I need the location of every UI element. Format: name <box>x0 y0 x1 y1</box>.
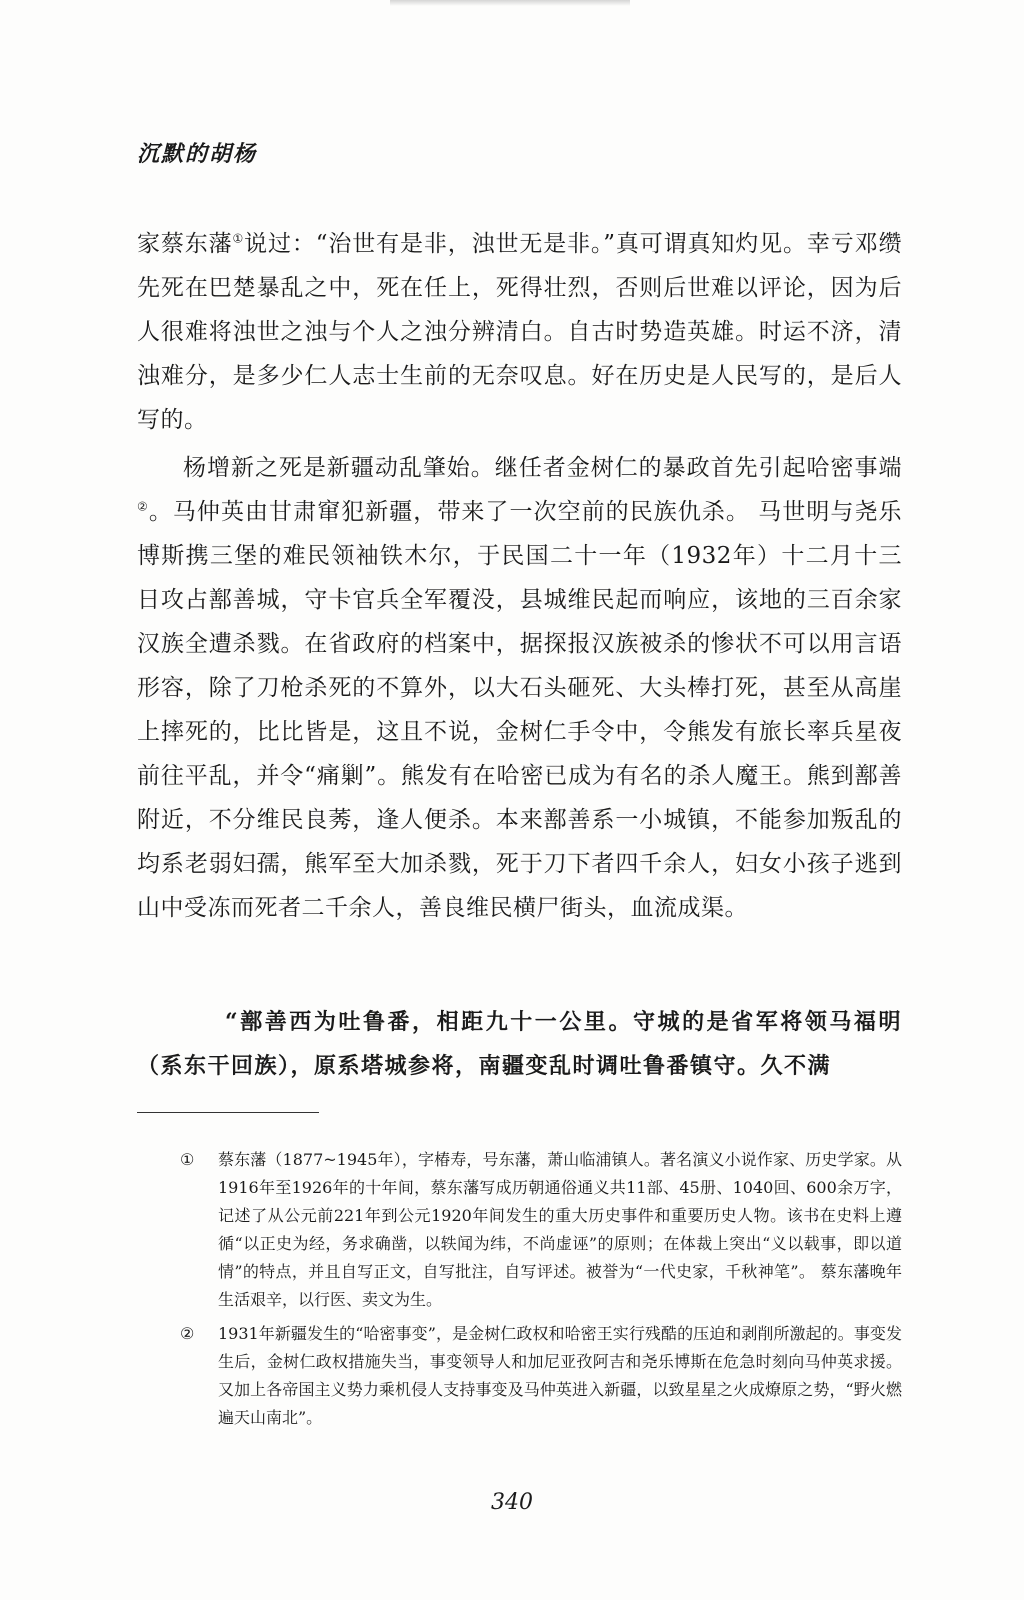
footnote-2-text: 1931年新疆发生的“哈密事变”，是金树仁政权和哈密王实行残酷的压迫和剥削所激起的。事变发生后，金树仁政权措施失当，事变领导人和加尼亚孜阿吉和尧乐博斯在危急时刻向马仲英求援。又加上各帝国主义势力乘机侵人支持事变及马仲英进入新疆，以致星星之火成燎原之势，“野火燃遍天山南北”。 <box>218 1324 902 1427</box>
footnote-2 <box>180 1320 902 1432</box>
footnote-1 <box>180 1146 902 1314</box>
scan-artifact <box>390 0 630 6</box>
block-quote: “鄯善西为吐鲁番，相距九十一公里。守城的是省军将领马福明（系东干回族），原系塔城参将，南疆变乱时调吐鲁番镇守。久不满 <box>137 1009 902 1079</box>
paragraph-2 <box>137 446 902 930</box>
paragraph-1-before: 家蔡东藩 <box>137 231 233 257</box>
running-head: 沉默的胡杨 <box>137 141 258 167</box>
footnote-1-text: 蔡东藩（1877~1945年），字椿寿，号东藩，萧山临浦镇人。著名演义小说作家、历史学家。从1916年至1926年的十年间，蔡东藩写成历朝通俗通义共11部、45册、1040回、600余万字，记述了从公元前221年到公元1920年间发生的重大历史事件和重要历史人物。该书在史料上遵循“以正史为经，务求确凿，以轶闻为纬，不尚虚诬”的原则；在体裁上突出“义以载事，即以道情”的特点，并且自写正文，自写批注，自写评述。被誉为“一代史家，千秋神笔”。 蔡东藩晚年生活艰辛，以行医、卖文为生。 <box>218 1150 902 1309</box>
page-number: 340 <box>491 1490 533 1515</box>
paragraph-2-before: 杨增新之死是新疆动乱肇始。继任者金树仁的暴政首先引起哈密事端 <box>183 455 902 481</box>
footnote-ref-2[interactable]: ② <box>137 499 149 514</box>
paragraph-1 <box>137 222 902 442</box>
paragraph-1-after: 说过：“治世有是非，浊世无是非。”真可谓真知灼见。幸亏邓缵先死在巴楚暴乱之中，死在任上，死得壮烈，否则后世难以评论，因为后人很难将浊世之浊与个人之浊分辨清白。自古时势造英雄。时运不济，清浊难分，是多少仁人志士生前的无奈叹息。好在历史是人民写的，是后人写的。 <box>137 231 902 433</box>
footnote-ref-1[interactable]: ① <box>232 231 245 246</box>
footnote-divider <box>137 1112 319 1113</box>
footnote-2-marker: ② <box>180 1324 195 1343</box>
footnotes <box>180 1146 902 1438</box>
body-text <box>137 222 902 934</box>
paragraph-2-after: 。马仲英由甘肃窜犯新疆，带来了一次空前的民族仇杀。 马世明与尧乐博斯携三堡的难民领袖铁木尔，于民国二十一年（1932年）十二月十三日攻占鄯善城，守卡官兵全军覆没，县城维民起而响应，该地的三百余家汉族全遭杀戮。在省政府的档案中，据探报汉族被杀的惨状不可以用言语形容，除了刀枪杀死的不算外，以大石头砸死、大头棒打死，甚至从高崖上摔死的，比比皆是，这且不说，金树仁手令中，令熊发有旅长率兵星夜前往平乱，并令“痛剿”。熊发有在哈密已成为有名的杀人魔王。熊到鄯善附近，不分维民良莠，逢人便杀。本来鄯善系一小城镇，不能参加叛乱的均系老弱妇孺，熊军至大加杀戮，死于刀下者四千余人，妇女小孩子逃到山中受冻而死者二千余人，善良维民横尸街头，血流成渠。 <box>137 499 903 921</box>
footnote-1-marker: ① <box>180 1150 195 1169</box>
